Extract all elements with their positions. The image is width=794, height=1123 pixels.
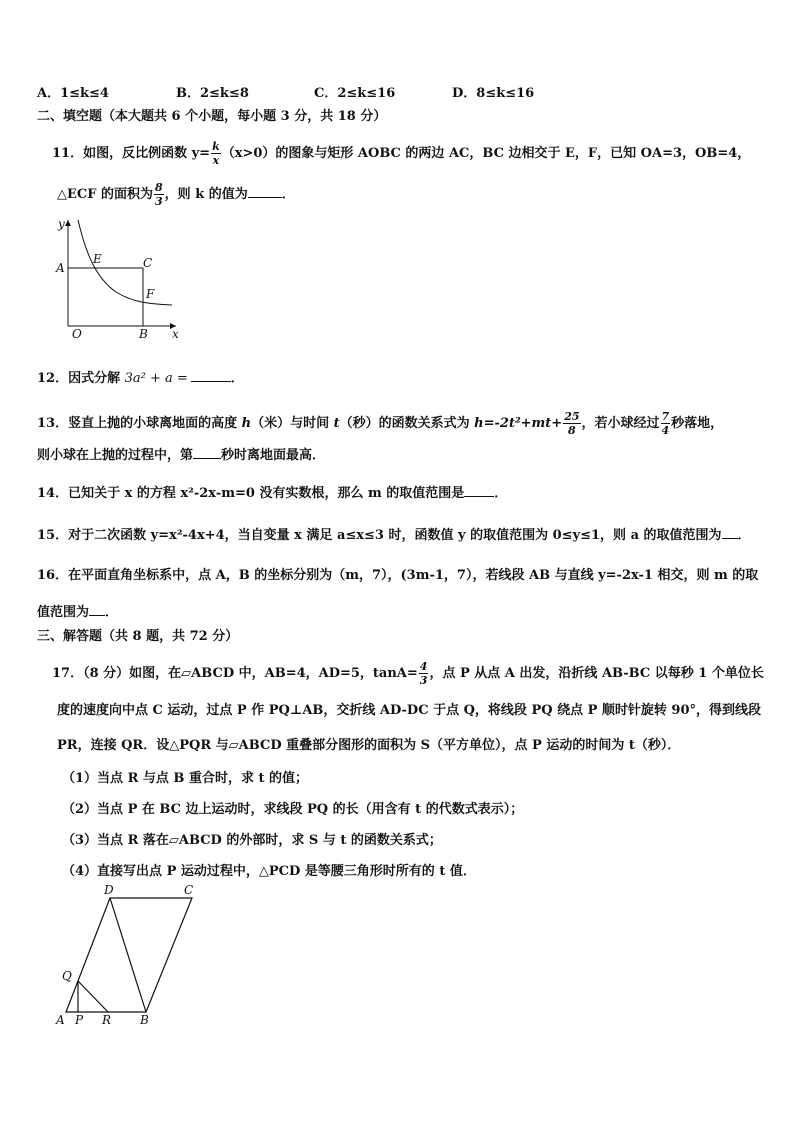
section-solutions-title: 三、解答题（共 8 题，共 72 分） [37,629,239,644]
q15-text-2: ． [737,528,751,543]
question-17-line-1 [52,660,764,687]
q14-text-2: ． [494,486,508,501]
q11-text-2: （x>0）的图象与矩形 AOBC 的两边 AC，BC 边相交于 E，F，已知 OA=3，OB=4， [221,146,751,161]
label-A: A [56,1013,65,1027]
q11-text-1: 11．如图，反比例函数 y= [52,146,211,161]
question-17-part-2: （2）当点 P 在 BC 边上运动时，求线段 PQ 的长（用含有 t 的代数式表示）； [62,802,524,817]
label-P: P [75,1013,84,1027]
label-x: x [172,327,179,341]
question-13-line-1 [37,410,723,437]
q13-time-numerator: 7 [661,410,670,423]
q17-tan-numerator: 4 [419,660,428,673]
label-O: O [72,327,82,341]
q13-text-5: 秒落地， [671,416,724,431]
q12-text-1: 12．因式分解 [37,371,125,386]
label-R: R [102,1013,112,1027]
question-14 [37,484,507,503]
q11-text-5: ． [281,187,295,202]
option-a: A．1≤k≤4 [37,86,109,101]
q13-formula-denominator: 8 [568,424,576,437]
q13-time-fraction [661,410,671,437]
q12-text-2: ． [230,371,244,386]
q13-text-2: （米）与时间 [251,416,334,431]
label-y: y [58,217,65,231]
q11-text-4: ，则 k 的值为 [164,187,248,202]
q13-text-4: ，若小球经过 [581,416,660,431]
question-17-line-2: 度的速度向中点 C 运动，过点 P 作 PQ⊥AB，交折线 AD-DC 于点 Q，将线段 PQ 绕点 P 顺时针旋转 90°，得到线段 [57,703,762,718]
q11-fraction [211,140,221,167]
q11-area-fraction [154,181,164,208]
q11-frac-numerator: k [212,140,220,153]
q13-formula-numerator: 25 [564,410,580,423]
q14-text-1: 14．已知关于 x 的方程 x²-2x-m=0 没有实数根，那么 m 的取值范围是 [37,486,465,501]
option-d: D．8≤k≤16 [452,86,535,101]
q13-t: t [333,416,340,431]
question-16-line-1: 16．在平面直角坐标系中，点 A，B 的坐标分别为（m，7），(3m-1，7），若线段 AB 与直线 y=-2x-1 相交，则 m 的取 [37,568,759,583]
option-c: C．2≤k≤16 [314,86,396,101]
label-D: D [104,884,114,897]
q11-area-numerator: 8 [155,181,163,194]
question-17-line-3: PR，连接 QR．设△PQR 与▱ABCD 重叠部分图形的面积为 S（平方单位），点 P 运动的时间为 t（秒）． [57,738,681,753]
question-16-line-2 [37,603,118,622]
label-C: C [143,256,153,270]
q16-text-2: 值范围为 [37,605,90,620]
question-11-line-2 [57,181,295,208]
q15-text-1: 15．对于二次函数 y=x²-4x+4，当自变量 x 满足 a≤x≤3 时，函数值 y 的取值范围为 0≤y≤1，则 a 的取值范围为 [37,528,722,543]
label-Q: Q [62,969,72,983]
q17-tan-fraction [419,660,429,687]
q12-expression: 3a² + a = [124,371,188,386]
answer-blank [193,446,221,459]
q17-text-1: 17．（8 分）如图，在▱ABCD 中，AB=4，AD=5，tanA= [52,666,418,681]
question-11-line-1 [52,140,750,167]
answer-blank [722,526,738,539]
label-B: B [139,327,148,341]
section-fill-in-title: 二、填空题（本大题共 6 个小题，每小题 3 分，共 18 分） [37,109,387,124]
question-17-part-4: （4）直接写出点 P 运动过程中，△PCD 是等腰三角形时所有的 t 值． [62,864,476,879]
label-B: B [140,1013,149,1027]
q13-time-denominator: 4 [661,424,670,437]
q13-text-7: 秒时离地面最高． [221,448,326,463]
q13-formula-fraction [563,410,580,437]
label-F: F [146,287,155,301]
q11-figure [52,214,184,344]
q17-text-2: ，点 P 从点 A 出发，沿折线 AB-BC 以每秒 1 个单位长 [429,666,764,681]
option-b: B．2≤k≤8 [176,86,249,101]
answer-blank [191,369,231,382]
question-12 [37,369,244,388]
q13-text-3: （秒）的函数关系式为 [339,416,475,431]
answer-blank [89,603,105,616]
label-E: E [93,252,102,266]
label-A: A [56,261,65,275]
question-13-line-2 [37,446,325,465]
q11-frac-denominator: x [212,154,220,167]
question-17-part-3: （3）当点 R 落在▱ABCD 的外部时，求 S 与 t 的函数关系式； [62,833,442,848]
q17-figure [52,884,202,1030]
question-15 [37,526,751,545]
q16-text-3: ． [105,605,119,620]
question-17-part-1: （1）当点 R 与点 B 重合时，求 t 的值； [62,771,308,786]
q17-tan-denominator: 3 [419,674,428,687]
q11-text-3: △ECF 的面积为 [57,187,154,202]
q13-text-6: 则小球在上抛的过程中，第 [37,448,194,463]
q11-area-denominator: 3 [155,195,163,208]
label-C: C [184,884,194,897]
q13-h: h [241,416,252,431]
q13-text-1: 13．竖直上抛的小球离地面的高度 [37,416,242,431]
answer-blank [464,484,494,497]
answer-blank [248,185,282,198]
q13-formula: h=-2t²+mt+ [474,416,563,431]
